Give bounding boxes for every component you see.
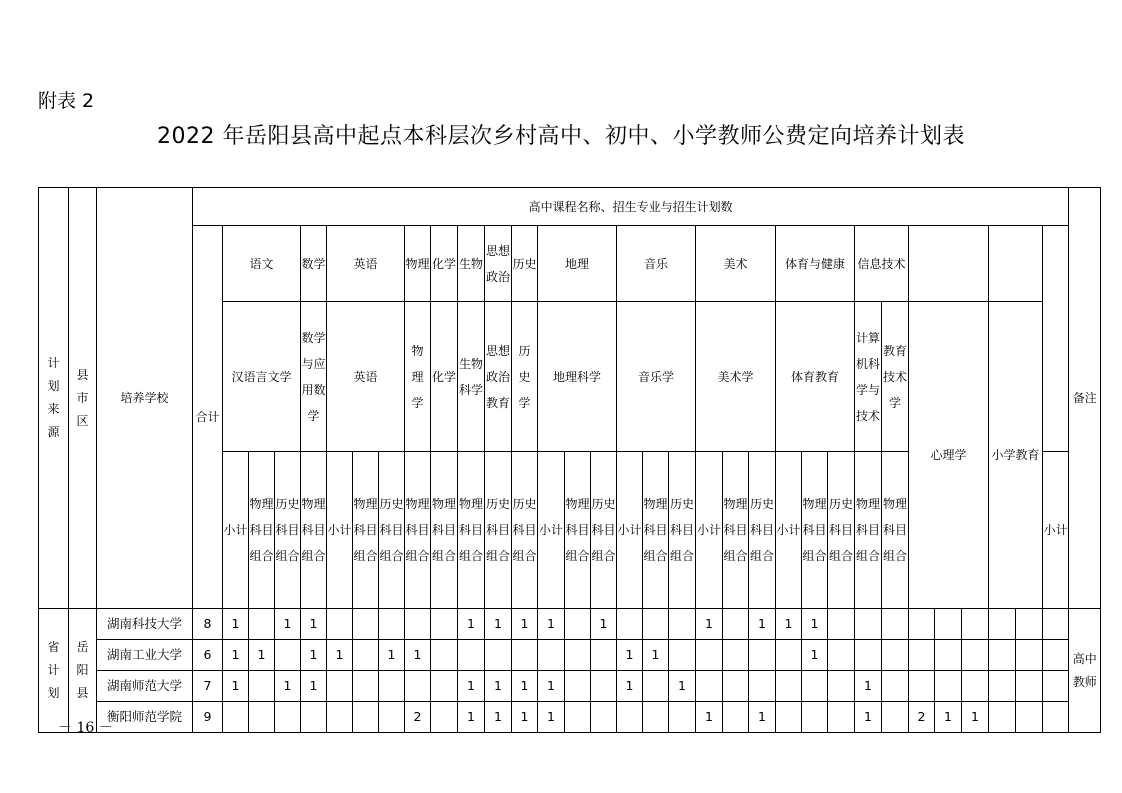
- subheader-hist: 历史 科目 组合: [828, 452, 855, 609]
- cell: [749, 671, 776, 702]
- cell: [669, 609, 696, 640]
- subheader-subtotal: 小计: [696, 452, 723, 609]
- course-physics: 物理: [405, 226, 431, 302]
- school-name: 衡阳师范学院: [97, 702, 193, 733]
- course-history: 历史: [512, 226, 538, 302]
- cell: 1: [301, 671, 327, 702]
- cell: [591, 640, 617, 671]
- cell: [776, 640, 802, 671]
- cell: 1: [223, 609, 249, 640]
- cell: [1043, 671, 1069, 702]
- major-english: 英语: [327, 302, 405, 452]
- course-art: 美术: [696, 226, 776, 302]
- cell: [882, 640, 909, 671]
- plan-source-header: 计 划 来 源: [39, 188, 69, 609]
- cell: [1016, 702, 1043, 733]
- cell: [669, 702, 696, 733]
- cell: [249, 609, 275, 640]
- cell: [828, 609, 855, 640]
- cell: [989, 702, 1016, 733]
- school-header: 培养学校: [97, 188, 193, 609]
- cell: [565, 702, 591, 733]
- course-biology: 生物: [458, 226, 485, 302]
- row-total: 7: [193, 671, 223, 702]
- cell: [882, 671, 909, 702]
- table-row: [39, 702, 1101, 733]
- cell: 1: [696, 702, 723, 733]
- cell: [802, 702, 828, 733]
- cell: 1: [935, 702, 962, 733]
- cell: [643, 671, 669, 702]
- cell: [643, 609, 669, 640]
- cell: 1: [512, 609, 538, 640]
- cell: 1: [405, 640, 431, 671]
- cell: 1: [485, 609, 512, 640]
- cell: [989, 671, 1016, 702]
- major-geography: 地理科学: [538, 302, 617, 452]
- subheader-hist: 历史 科目 组合: [749, 452, 776, 609]
- cell: [1016, 640, 1043, 671]
- cell: 1: [802, 640, 828, 671]
- cell: [458, 640, 485, 671]
- remarks-header: 备注: [1069, 188, 1101, 609]
- cell: [935, 640, 962, 671]
- cell: [617, 609, 643, 640]
- cell: [909, 640, 935, 671]
- cell: 1: [485, 702, 512, 733]
- cell: 1: [249, 640, 275, 671]
- cell: 1: [776, 609, 802, 640]
- subheader-phys: 物理 科目 组合: [249, 452, 275, 609]
- subheader-phys: 物理 科目 组合: [301, 452, 327, 609]
- plan-source-cell: 省 计 划: [39, 609, 69, 733]
- school-name: 湖南科技大学: [97, 609, 193, 640]
- subheader-hist: 历史 科目 组合: [512, 452, 538, 609]
- cell: 1: [512, 702, 538, 733]
- cell: [431, 640, 458, 671]
- caption: 附表 2: [38, 90, 95, 112]
- cell: [776, 671, 802, 702]
- row-total: 9: [193, 702, 223, 733]
- cell: 1: [327, 640, 353, 671]
- cell: 1: [696, 609, 723, 640]
- cell: [353, 702, 379, 733]
- cell: [749, 640, 776, 671]
- remarks-cell: 高中 教师: [1069, 609, 1101, 733]
- major-art: 美术学: [696, 302, 776, 452]
- major-math: 数学 与应 用数 学: [301, 302, 327, 452]
- cell: [431, 702, 458, 733]
- cell: [776, 702, 802, 733]
- cell: 1: [591, 609, 617, 640]
- cell: [935, 671, 962, 702]
- course-geography: 地理: [538, 226, 617, 302]
- cell: [485, 640, 512, 671]
- cell: [327, 609, 353, 640]
- cell: [723, 609, 749, 640]
- major-cs: 计算 机科 学与 技术: [855, 302, 882, 452]
- cell: [962, 640, 989, 671]
- cell: 1: [962, 702, 989, 733]
- subheader-phys: 物理 科目 组合: [458, 452, 485, 609]
- cell: 1: [643, 640, 669, 671]
- course-blank-1: [909, 226, 989, 302]
- plan-table: [38, 187, 1101, 733]
- school-name: 湖南工业大学: [97, 640, 193, 671]
- cell: [591, 671, 617, 702]
- cell: [723, 702, 749, 733]
- cell: [275, 640, 301, 671]
- cell: 1: [617, 640, 643, 671]
- subheader-subtotal: 小计: [776, 452, 802, 609]
- course-pe: 体育与健康: [776, 226, 855, 302]
- cell: [591, 702, 617, 733]
- cell: [828, 702, 855, 733]
- course-blank-2: [989, 226, 1043, 302]
- cell: [882, 609, 909, 640]
- cell: 2: [405, 702, 431, 733]
- cell: 1: [855, 671, 882, 702]
- major-history: 历 史 学: [512, 302, 538, 452]
- cell: [249, 702, 275, 733]
- cell: [909, 671, 935, 702]
- cell: [249, 671, 275, 702]
- cell: 2: [909, 702, 935, 733]
- cell: [565, 671, 591, 702]
- cell: [643, 702, 669, 733]
- table-row: [39, 609, 1101, 640]
- subheader-phys: 物理 科目 组合: [802, 452, 828, 609]
- subheader-phys: 物理 科目 组合: [643, 452, 669, 609]
- cell: [669, 640, 696, 671]
- major-music: 音乐学: [617, 302, 696, 452]
- subheader-phys: 物理 科目 组合: [855, 452, 882, 609]
- cell: 1: [275, 609, 301, 640]
- major-politics: 思想 政治 教育: [485, 302, 512, 452]
- cell: [962, 609, 989, 640]
- major-pe: 体育教育: [776, 302, 855, 452]
- cell: [223, 702, 249, 733]
- cell: 1: [379, 640, 405, 671]
- subheader-hist: 历史 科目 组合: [591, 452, 617, 609]
- page-number: － 16 －: [58, 720, 113, 736]
- cell: [989, 640, 1016, 671]
- cell: 1: [458, 671, 485, 702]
- cell: 1: [538, 702, 565, 733]
- cell: [723, 671, 749, 702]
- row-total: 8: [193, 609, 223, 640]
- cell: [353, 640, 379, 671]
- subheader-phys: 物理 科目 组合: [723, 452, 749, 609]
- cell: [379, 609, 405, 640]
- cell: [1043, 702, 1069, 733]
- subheader-phys: 物理 科目 组合: [882, 452, 909, 609]
- subheader-phys: 物理 科目 组合: [565, 452, 591, 609]
- course-it: 信息技术: [855, 226, 909, 302]
- cell: [379, 671, 405, 702]
- cell: 1: [538, 671, 565, 702]
- cell: [989, 609, 1016, 640]
- cell: [565, 640, 591, 671]
- cell: [405, 609, 431, 640]
- cell: [327, 702, 353, 733]
- total-header: 合计: [193, 226, 223, 609]
- cell: [431, 609, 458, 640]
- subheader-subtotal: 小计: [1043, 452, 1069, 609]
- subheader-subtotal: 小计: [617, 452, 643, 609]
- cell: [828, 671, 855, 702]
- subheader-phys: 物理 科目 组合: [405, 452, 431, 609]
- course-math: 数学: [301, 226, 327, 302]
- cell: [301, 702, 327, 733]
- cell: [935, 609, 962, 640]
- cell: 1: [855, 702, 882, 733]
- cell: 1: [301, 640, 327, 671]
- cell: 1: [485, 671, 512, 702]
- school-name: 湖南师范大学: [97, 671, 193, 702]
- page-title: 2022 年岳阳县高中起点本科层次乡村高中、初中、小学教师公费定向培养计划表: [157, 124, 965, 149]
- course-group-header: 高中课程名称、招生专业与招生计划数: [193, 188, 1069, 226]
- major-physics: 物 理 学: [405, 302, 431, 452]
- cell: 1: [802, 609, 828, 640]
- cell: [353, 671, 379, 702]
- cell: 1: [749, 702, 776, 733]
- cell: [909, 609, 935, 640]
- table-row: [39, 671, 1101, 702]
- subheader-subtotal: 小计: [327, 452, 353, 609]
- cell: [353, 609, 379, 640]
- major-edtech: 教育 技术 学: [882, 302, 909, 452]
- county-header: 县 市 区: [69, 188, 97, 609]
- cell: [565, 609, 591, 640]
- subheader-hist: 历史 科目 组合: [485, 452, 512, 609]
- subheader-hist: 历史 科目 组合: [379, 452, 405, 609]
- row-total: 6: [193, 640, 223, 671]
- cell: [1043, 609, 1069, 640]
- cell: [538, 640, 565, 671]
- cell: 1: [512, 671, 538, 702]
- major-chinese: 汉语言文学: [223, 302, 301, 452]
- cell: [723, 640, 749, 671]
- cell: [882, 702, 909, 733]
- cell: [275, 702, 301, 733]
- cell: 1: [749, 609, 776, 640]
- subheader-subtotal: 小计: [223, 452, 249, 609]
- cell: [512, 640, 538, 671]
- cell: 1: [538, 609, 565, 640]
- cell: 1: [275, 671, 301, 702]
- subheader-phys: 物理 科目 组合: [353, 452, 379, 609]
- county-cell: 岳 阳 县: [69, 609, 97, 733]
- cell: [696, 640, 723, 671]
- cell: [855, 640, 882, 671]
- cell: 1: [223, 640, 249, 671]
- subheader-phys: 物理 科目 组合: [431, 452, 458, 609]
- course-english: 英语: [327, 226, 405, 302]
- course-chinese: 语文: [223, 226, 301, 302]
- major-psychology: 心理学: [909, 302, 989, 609]
- cell: [828, 640, 855, 671]
- major-biology: 生物 科学: [458, 302, 485, 452]
- major-chemistry: 化学: [431, 302, 458, 452]
- course-chemistry: 化学: [431, 226, 458, 302]
- cell: 1: [301, 609, 327, 640]
- cell: [379, 702, 405, 733]
- major-primary: 小学教育: [989, 302, 1043, 609]
- cell: [327, 671, 353, 702]
- cell: [1016, 609, 1043, 640]
- table-row: [39, 640, 1101, 671]
- cell: [855, 609, 882, 640]
- cell: [802, 671, 828, 702]
- course-politics: 思想 政治: [485, 226, 512, 302]
- cell: 1: [669, 671, 696, 702]
- subheader-subtotal: 小计: [538, 452, 565, 609]
- cell: 1: [223, 671, 249, 702]
- cell: [617, 702, 643, 733]
- subheader-hist: 历史 科目 组合: [275, 452, 301, 609]
- subheader-hist: 历史 科目 组合: [669, 452, 696, 609]
- cell: [696, 671, 723, 702]
- course-music: 音乐: [617, 226, 696, 302]
- cell: 1: [458, 702, 485, 733]
- cell: 1: [458, 609, 485, 640]
- cell: [431, 671, 458, 702]
- cell: 1: [617, 671, 643, 702]
- cell: [1016, 671, 1043, 702]
- cell: [962, 671, 989, 702]
- cell: [1043, 640, 1069, 671]
- cell: [405, 671, 431, 702]
